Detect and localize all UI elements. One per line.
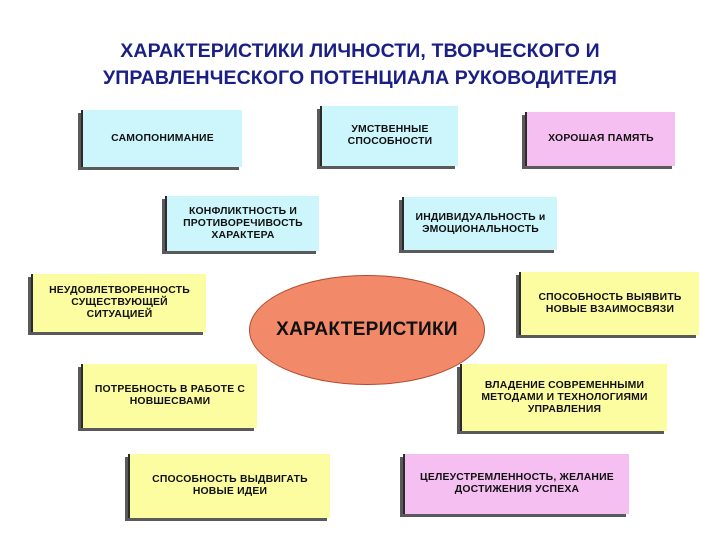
box-label: ИНДИВИДУАЛЬНОСТЬ и ЭМОЦИОНАЛЬНОСТЬ <box>415 211 546 235</box>
box-label: ЦЕЛЕУСТРЕМЛЕННОСТЬ, ЖЕЛАНИЕ ДОСТИЖЕНИЯ УСПЕХА <box>420 472 614 495</box>
box-label: НЕУДОВЛЕТВОРЕННОСТЬ СУЩЕСТВУЮЩЕЙ СИТУАЦИЕЙ <box>49 285 190 320</box>
box-good-memory <box>525 112 675 166</box>
center-label: ХАРАКТЕРИСТИКИ <box>276 319 458 340</box>
box-conflict-character <box>165 196 319 251</box>
box-dissatisfaction <box>31 274 206 332</box>
title-line-1: ХАРАКТЕРИСТИКИ ЛИЧНОСТИ, ТВОРЧЕСКОГО И <box>120 40 600 62</box>
box-label: САМОПОНИМАНИЕ <box>111 132 214 144</box>
box-reveal-relationships <box>519 272 699 335</box>
box-label: ХОРОШАЯ ПАМЯТЬ <box>548 133 654 144</box>
box-innovation-need <box>81 364 257 428</box>
box-label: КОНФЛИКТНОСТЬ И ПРОТИВОРЕЧИВОСТЬ ХАРАКТЕРА <box>183 205 303 241</box>
box-label: ПОТРЕБНОСТЬ В РАБОТЕ С НОВШЕСВАМИ <box>94 384 246 407</box>
box-mental-abilities <box>320 106 458 166</box>
box-label: СПОСОБНОСТЬ ВЫЯВИТЬ НОВЫЕ ВЗАИМОСВЯЗИ <box>538 291 682 315</box>
box-label: УМСТВЕННЫЕ СПОСОБНОСТИ <box>347 124 433 147</box>
box-individuality <box>402 197 557 250</box>
box-label: СПОСОБНОСТЬ ВЫДВИГАТЬ НОВЫЕ ИДЕИ <box>152 474 308 497</box>
box-modern-methods <box>460 364 667 431</box>
box-new-ideas <box>128 454 330 518</box>
page-title <box>0 38 720 92</box>
box-self-understanding <box>81 110 242 167</box>
box-purposefulness <box>403 454 629 514</box>
title-line-2: УПРАВЛЕНЧЕСКОГО ПОТЕНЦИАЛА РУКОВОДИТЕЛЯ <box>103 67 617 89</box>
center-ellipse <box>249 275 485 385</box>
box-label: ВЛАДЕНИЕ СОВРЕМЕННЫМИ МЕТОДАМИ И ТЕХНОЛОГИЯМИ УПРАВЛЕНИЯ <box>481 379 648 415</box>
